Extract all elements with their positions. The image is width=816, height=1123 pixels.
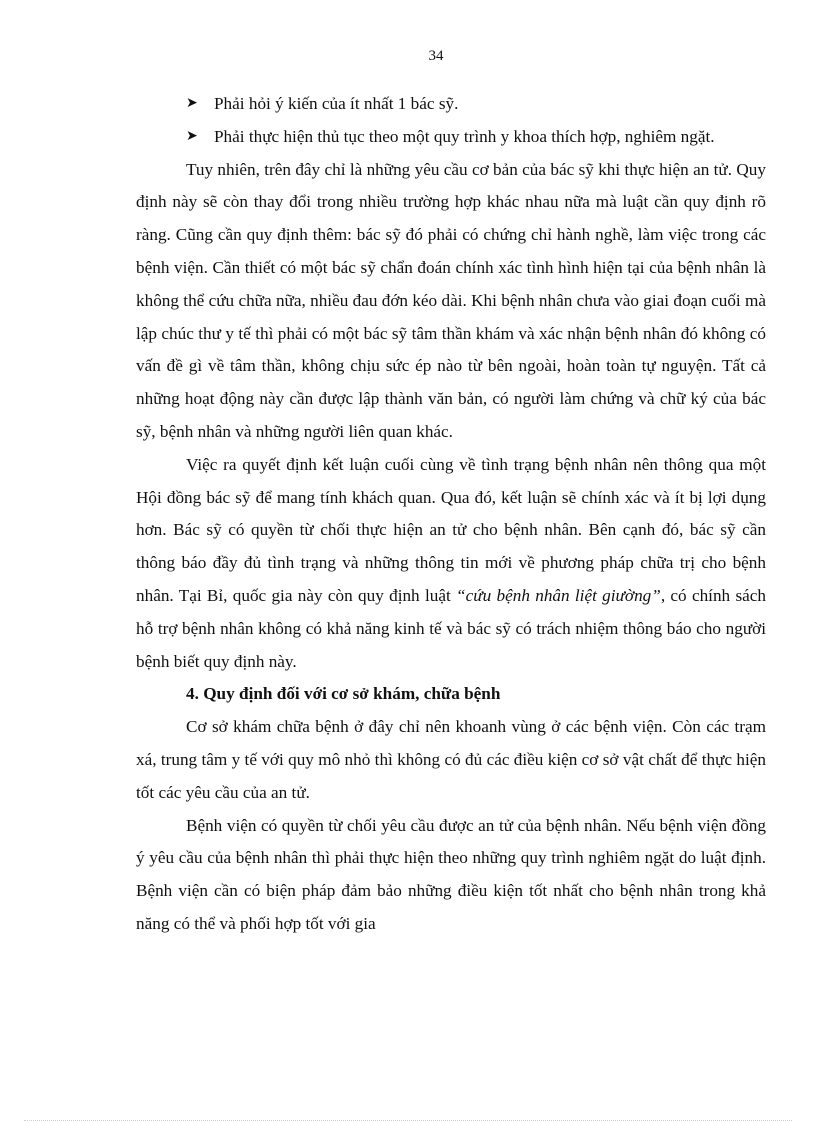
- bullet-text: Phải thực hiện thủ tục theo một quy trình y khoa thích hợp, nghiêm ngặt.: [214, 126, 715, 146]
- paragraph-facilities: Cơ sở khám chữa bệnh ở đây chỉ nên khoanh vùng ở các bệnh viện. Còn các trạm xá, trung tâm y tế với quy mô nhỏ thì không có đủ các điều kiện cơ sở vật chất để thực hiện tốt các yêu cầu của an tử.: [136, 717, 766, 802]
- paragraph-hospital-rights: Bệnh viện có quyền từ chối yêu cầu được an tử của bệnh nhân. Nếu bệnh viện đồng ý yêu cầu của bệnh nhân thì phải thực hiện theo những quy trình nghiêm ngặt do luật định. Bệnh viện cần có biện pháp đảm bảo những điều kiện tốt nhất cho bệnh nhân trong khả năng có thể và phối hợp tốt với gia: [136, 815, 766, 933]
- bullet-item: [136, 88, 766, 121]
- page-number: 34: [428, 48, 444, 64]
- bullet-text: Phải hỏi ý kiến của ít nhất 1 bác sỹ.: [214, 94, 459, 113]
- paragraph-text: Việc ra quyết định kết luận cuối cùng về tình trạng bệnh nhân nên thông qua một Hội đồng bác sỹ để mang tính khách quan. Qua đó, kết luận sẽ chính xác và ít bị lợi dụng hơn. Bác sỹ có quyền từ chối thực hiện an tử cho bệnh nhân. Bên cạnh đó, bác sỹ cần thông báo đầy đủ tình trạng và những thông tin mới về phương pháp chữa trị cho bệnh nhân. Tại Bỉ, quốc gia này còn quy định luật: [136, 454, 766, 605]
- paragraph-council-decision: [136, 449, 766, 679]
- section-heading: 4. Quy định đối với cơ sở khám, chữa bệnh: [186, 684, 501, 704]
- paragraph-doctor-requirements: Tuy nhiên, trên đây chỉ là những yêu cầu cơ bản của bác sỹ khi thực hiện an tử. Quy định này sẽ còn thay đổi trong nhiều trường hợp khác nhau nữa mà luật cần quy định rõ ràng. Cũng cần quy định thêm: bác sỹ đó phải có chứng chỉ hành nghề, làm việc trong các bệnh viện. Cần thiết có một bác sỹ chẩn đoán chính xác tình hình hiện tại của bệnh nhân là không thể cứu chữa nữa, nhiều đau đớn kéo dài. Khi bệnh nhân chưa vào giai đoạn cuối mà lập chúc thư y tế thì phải có một bác sỹ tâm thần khám và xác nhận bệnh nhân đó không có vấn đề gì về tâm thần, không chịu sức ép nào từ bên ngoài, hoàn toàn tự nguyện. Tất cả những hoạt động này cần được lập thành văn bản, có người làm chứng và chữ ký của bác sỹ, bệnh nhân và những người liên quan khác.: [136, 159, 766, 441]
- arrow-right-icon: ➤: [186, 96, 198, 111]
- law-name-italic: “cứu bệnh nhân liệt giường”: [456, 585, 661, 605]
- arrow-right-icon: ➤: [186, 128, 198, 144]
- bullet-item: [136, 121, 766, 154]
- document-body: [136, 88, 766, 941]
- paragraph-text: , có chính sách hỗ trợ bệnh nhân không có khả năng kinh tế và bác sỹ có trách nhiệm thông báo cho người bệnh biết quy định này.: [136, 585, 766, 671]
- page-bottom-divider: [24, 1120, 792, 1121]
